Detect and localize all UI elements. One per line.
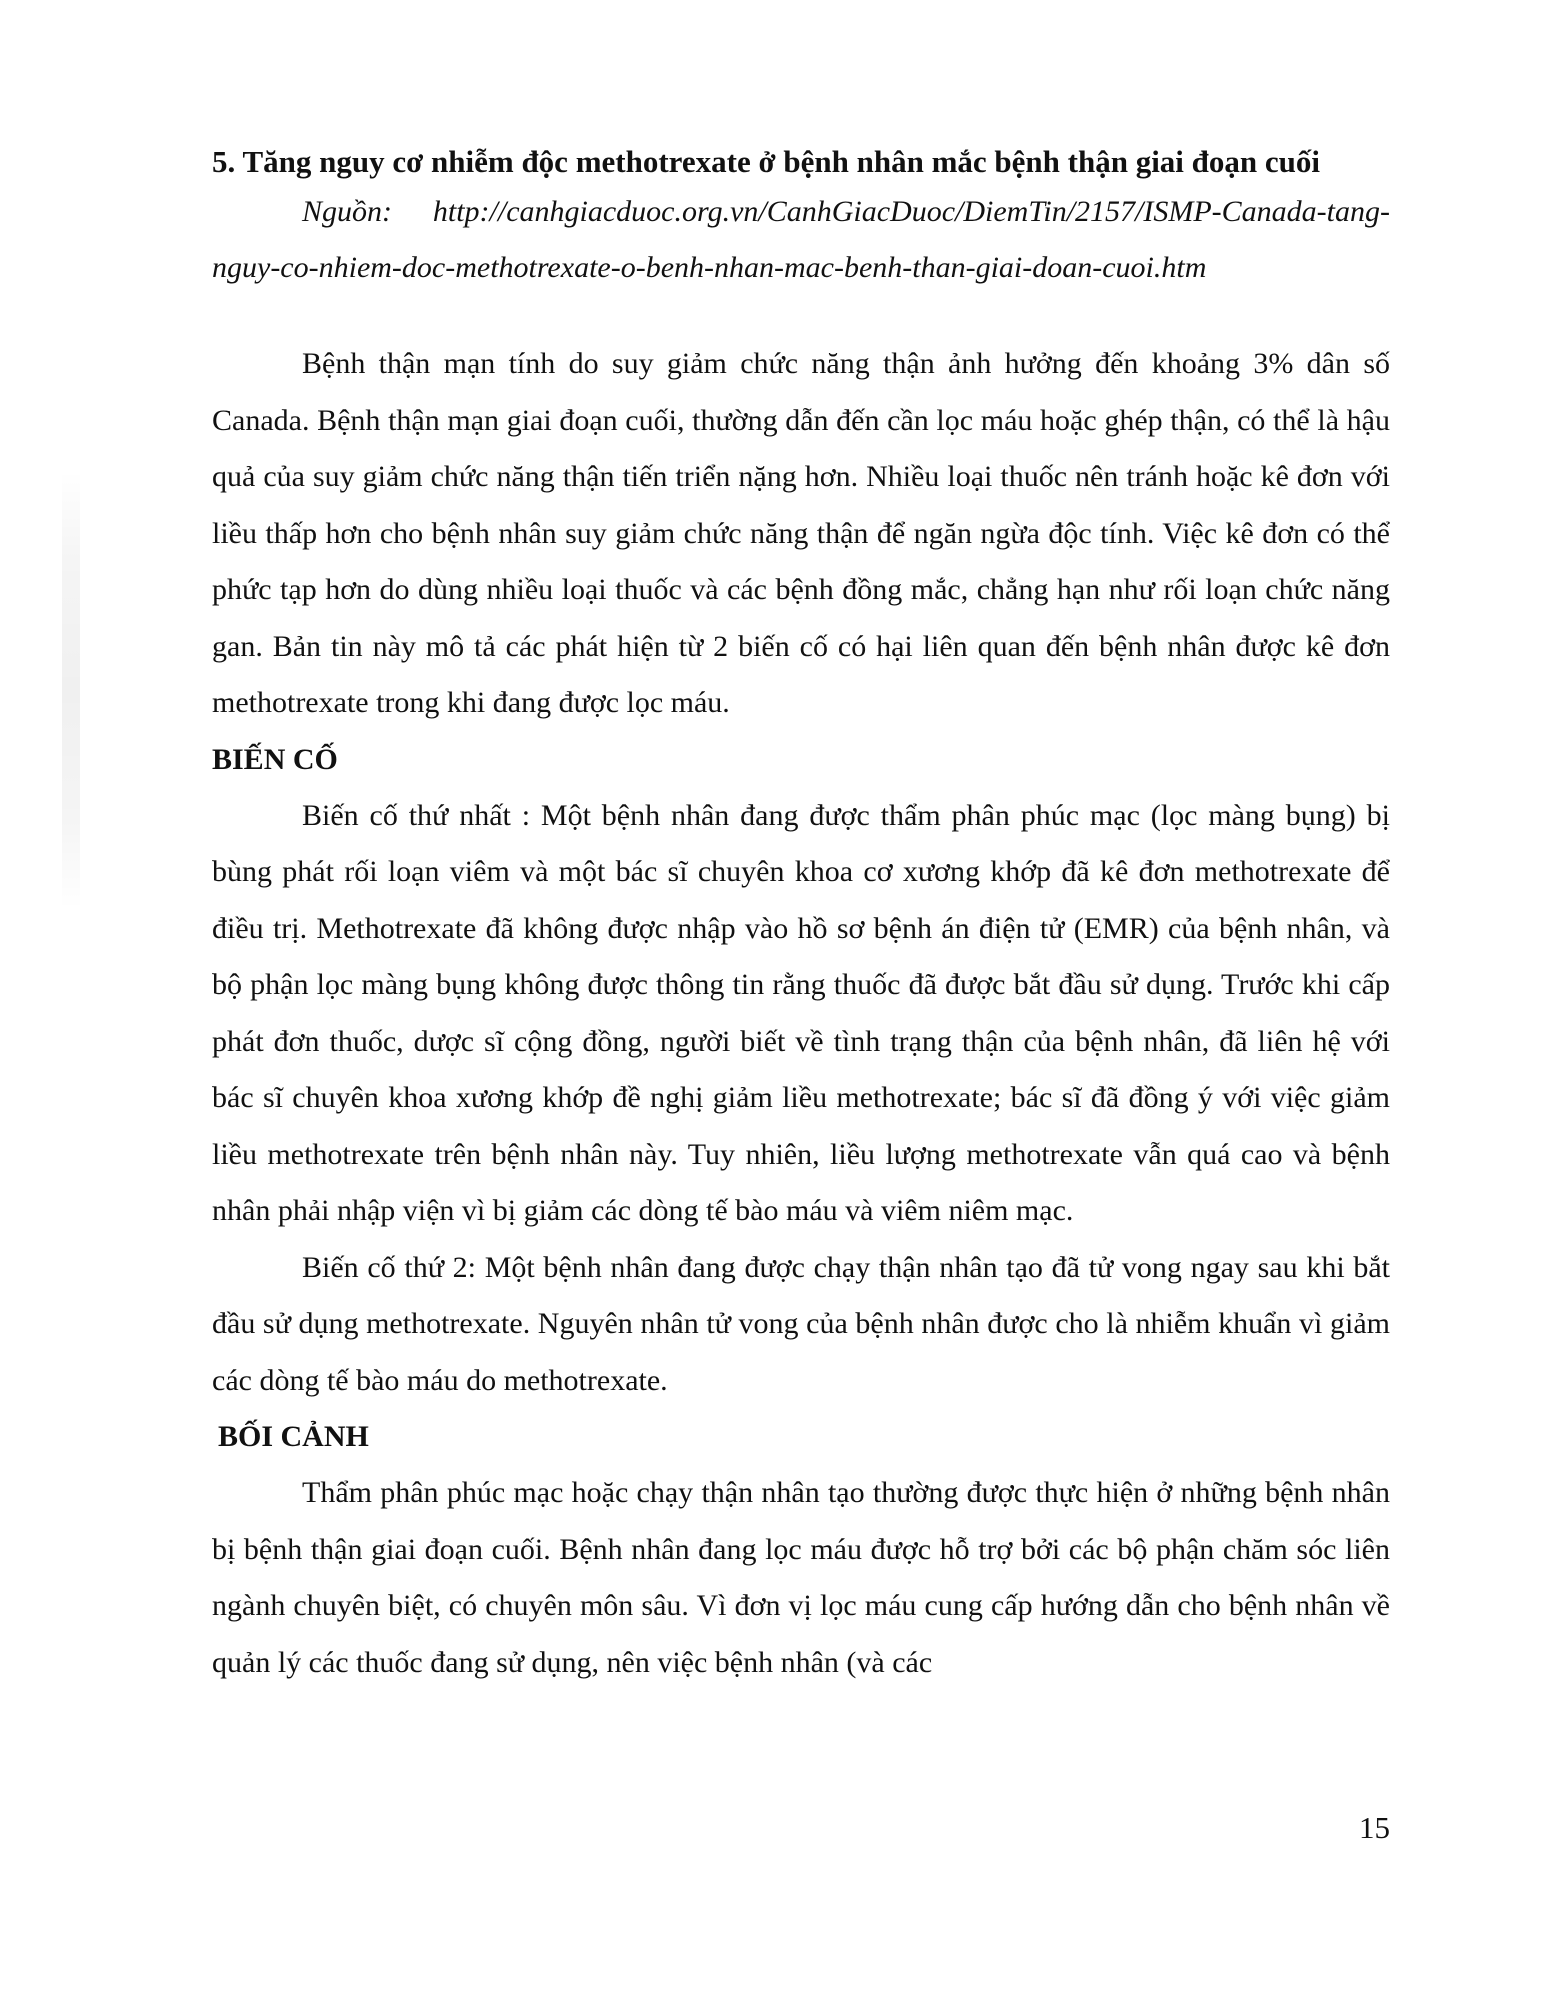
event-1-paragraph: Biến cố thứ nhất : Một bệnh nhân đang được thẩm phân phúc mạc (lọc màng bụng) bị bùng phát rối loạn viêm và một bác sĩ chuyên khoa cơ xương khớp đã kê đơn methotrexate để điều trị. Methotrexate đã không được nhập vào hồ sơ bệnh án điện tử (EMR) của bệnh nhân, và bộ phận lọc màng bụng không được thông tin rằng thuốc đã được bắt đầu sử dụng. Trước khi cấp phát đơn thuốc, dược sĩ cộng đồng, người biết về tình trạng thận của bệnh nhân, đã liên hệ với bác sĩ chuyên khoa xương khớp đề nghị giảm liều methotrexate; bác sĩ đã đồng ý với việc giảm liều methotrexate trên bệnh nhân này. Tuy nhiên, liều lượng methotrexate vẫn quá cao và bệnh nhân phải nhập viện vì bị giảm các dòng tế bào máu và viêm niêm mạc. (212, 798, 1390, 1227)
section-title-events: BIẾN CỐ (212, 742, 338, 776)
scan-edge-artifact (62, 470, 80, 910)
article-heading: 5. Tăng nguy cơ nhiễm độc methotrexate ở bệnh nhân mắc bệnh thận giai đoạn cuối (212, 144, 1321, 179)
intro-paragraph: Bệnh thận mạn tính do suy giảm chức năng thận ảnh hưởng đến khoảng 3% dân số Canada. Bệnh thận mạn giai đoạn cuối, thường dẫn đến cần lọc máu hoặc ghép thận, có thể là hậu quả của suy giảm chức năng thận tiến triển nặng hơn. Nhiều loại thuốc nên tránh hoặc kê đơn với liều thấp hơn cho bệnh nhân suy giảm chức năng thận để ngăn ngừa độc tính. Việc kê đơn có thể phức tạp hơn do dùng nhiều loại thuốc và các bệnh đồng mắc, chẳng hạn như rối loạn chức năng gan. Bản tin này mô tả các phát hiện từ 2 biến cố có hại liên quan đến bệnh nhân được kê đơn methotrexate trong khi đang được lọc máu. (212, 347, 1390, 719)
context-paragraph: Thẩm phân phúc mạc hoặc chạy thận nhân tạo thường được thực hiện ở những bệnh nhân bị bệnh thận giai đoạn cuối. Bệnh nhân đang lọc máu được hỗ trợ bởi các bộ phận chăm sóc liên ngành chuyên biệt, có chuyên môn sâu. Vì đơn vị lọc máu cung cấp hướng dẫn cho bệnh nhân về quản lý các thuốc đang sử dụng, nên việc bệnh nhân (và các (212, 1476, 1390, 1679)
section-title-context: BỐI CẢNH (218, 1420, 369, 1453)
source-citation: Nguồn: http://canhgiacduoc.org.vn/CanhGiacDuoc/DiemTin/2157/ISMP-Canada-tang-nguy-co-nhiem-doc-methotrexate-o-benh-nhan-mac-benh-than-giai-doan-cuoi.htm (212, 195, 1390, 284)
page-number: 15 (1359, 1810, 1390, 1845)
event-2-paragraph: Biến cố thứ 2: Một bệnh nhân đang được chạy thận nhân tạo đã tử vong ngay sau khi bắt đầu sử dụng methotrexate. Nguyên nhân tử vong của bệnh nhân được cho là nhiễm khuẩn vì giảm các dòng tế bào máu do methotrexate. (212, 1250, 1390, 1397)
page-content (212, 140, 1390, 1691)
spacer (212, 296, 1390, 336)
